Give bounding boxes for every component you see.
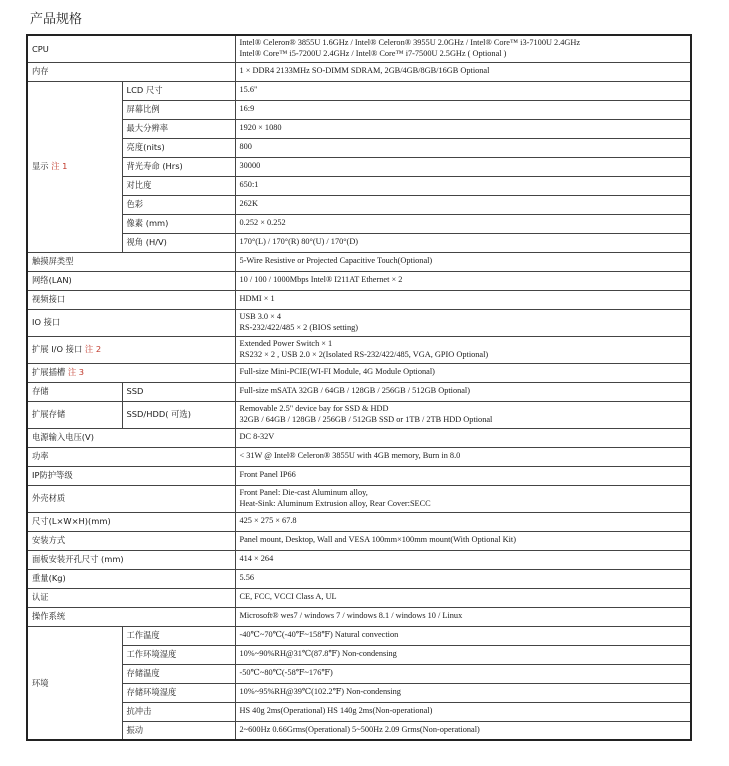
row-weight [27, 569, 691, 588]
size-label: 尺寸(L×W×H)(mm) [27, 512, 235, 531]
display-sub-value: 170°(L) / 170°(R) 80°(U) / 170°(D) [235, 233, 691, 252]
touch-label: 触摸屏类型 [27, 252, 235, 271]
row-env-storage-temp [27, 664, 691, 683]
mount-label: 安装方式 [27, 531, 235, 550]
cpu-value-line2: Intel® Core™ i5-7200U 2.4GHz / Intel® Core™ i7-7500U 2.5GHz ( Optional ) [239, 48, 507, 58]
row-power-input [27, 428, 691, 447]
env-sub-value: 10%~90%RH@31℃(87.8℉) Non-condensing [235, 645, 691, 664]
lan-label: 网络(LAN) [27, 271, 235, 290]
display-sub-label: 对比度 [122, 176, 235, 195]
env-label: 环境 [27, 626, 122, 740]
slot-label [27, 363, 235, 382]
ext-storage-label: 扩展存储 [27, 401, 122, 428]
env-sub-label: 工作温度 [122, 626, 235, 645]
ext-io-note: 注 2 [84, 344, 102, 355]
row-display-ratio [27, 100, 691, 119]
row-os [27, 607, 691, 626]
display-sub-label: 亮度(nits) [122, 138, 235, 157]
row-touch [27, 252, 691, 271]
row-material [27, 485, 691, 512]
row-mount [27, 531, 691, 550]
row-cpu [27, 35, 691, 62]
power-input-value: DC 8-32V [235, 428, 691, 447]
row-io [27, 309, 691, 336]
display-label [27, 81, 122, 252]
ext-io-value-line1: Extended Power Switch × 1 [239, 339, 333, 348]
cutout-value: 414 × 264 [235, 550, 691, 569]
row-ext-io [27, 336, 691, 363]
env-sub-label: 存储温度 [122, 664, 235, 683]
row-display-backlight [27, 157, 691, 176]
weight-label: 重量(Kg) [27, 569, 235, 588]
env-sub-value: -50℃~80℃(-58℉~176℉) [235, 664, 691, 683]
slot-value: Full-size Mini-PCIE(WI-FI Module, 4G Module Optional) [235, 363, 691, 382]
row-display-pixel [27, 214, 691, 233]
weight-value: 5.56 [235, 569, 691, 588]
row-storage [27, 382, 691, 401]
row-slot [27, 363, 691, 382]
power-input-label: 电源输入电压(V) [27, 428, 235, 447]
cpu-label: CPU [27, 35, 235, 62]
power-value: < 31W @ Intel® Celeron® 3855U with 4GB memory, Burn in 8.0 [235, 447, 691, 466]
row-display-color [27, 195, 691, 214]
touch-value: 5-Wire Resistive or Projected Capacitive Touch(Optional) [235, 252, 691, 271]
display-sub-value: 15.6" [235, 81, 691, 100]
display-sub-value: 16:9 [235, 100, 691, 119]
row-display-lcd [27, 81, 691, 100]
material-label: 外壳材质 [27, 485, 235, 512]
ip-label: IP防护等级 [27, 466, 235, 485]
io-value-line2: RS-232/422/485 × 2 (BIOS setting) [239, 322, 359, 332]
cpu-value [235, 35, 691, 62]
ext-io-label-text: 扩展 I/O 接口 [32, 344, 83, 355]
row-cert [27, 588, 691, 607]
video-value: HDMI × 1 [235, 290, 691, 309]
slot-note: 注 3 [67, 367, 85, 378]
row-size [27, 512, 691, 531]
display-sub-label: 屏幕比例 [122, 100, 235, 119]
ext-storage-value-line1: Removable 2.5" device bay for SSD & HDD [239, 404, 389, 413]
ext-io-label [27, 336, 235, 363]
env-sub-value: 2~600Hz 0.66Grms(Operational) 5~500Hz 2.09 Grms(Non-operational) [235, 721, 691, 740]
ext-io-value [235, 336, 691, 363]
env-sub-value: HS 40g 2ms(Operational) HS 140g 2ms(Non-operational) [235, 702, 691, 721]
row-display-contrast [27, 176, 691, 195]
ext-io-value-line2: RS232 × 2 , USB 2.0 × 2(Isolated RS-232/422/485, VGA, GPIO Optional) [239, 349, 489, 359]
display-sub-label: LCD 尺寸 [122, 81, 235, 100]
storage-value: Full-size mSATA 32GB / 64GB / 128GB / 256GB / 512GB Optional) [235, 382, 691, 401]
cert-label: 认证 [27, 588, 235, 607]
cpu-value-line1: Intel® Celeron® 3855U 1.6GHz / Intel® Celeron® 3955U 2.0GHz / Intel® Core™ i3-7100U 2.4GHz [239, 38, 581, 48]
row-display-brightness [27, 138, 691, 157]
row-video [27, 290, 691, 309]
cert-value: CE, FCC, VCCI Class A, UL [235, 588, 691, 607]
material-value-line1: Front Panel: Die-cast Aluminum alloy, [239, 488, 368, 497]
material-value-line2: Heat-Sink: Aluminum Extrusion alloy, Rear Cover:SECC [239, 498, 431, 508]
env-sub-label: 振动 [122, 721, 235, 740]
os-label: 操作系统 [27, 607, 235, 626]
row-display-viewing-angle [27, 233, 691, 252]
ext-storage-sub-label: SSD/HDD( 可选) [122, 401, 235, 428]
lan-value: 10 / 100 / 1000Mbps Intel® I211AT Ethernet × 2 [235, 271, 691, 290]
row-lan [27, 271, 691, 290]
size-value: 425 × 275 × 67.8 [235, 512, 691, 531]
row-env-shock [27, 702, 691, 721]
row-env-op-temp [27, 626, 691, 645]
env-sub-value: 10%~95%RH@39℃(102.2℉) Non-condensing [235, 683, 691, 702]
display-sub-value: 262K [235, 195, 691, 214]
display-sub-value: 650:1 [235, 176, 691, 195]
row-ip [27, 466, 691, 485]
display-sub-label: 色彩 [122, 195, 235, 214]
page-title: 产品规格 [30, 12, 83, 27]
storage-label: 存储 [27, 382, 122, 401]
os-value: Microsoft® wes7 / windows 7 / windows 8.1 / windows 10 / Linux [235, 607, 691, 626]
ext-storage-value [235, 401, 691, 428]
display-sub-label: 背光寿命 (Hrs) [122, 157, 235, 176]
memory-value: 1 × DDR4 2133MHz SO-DIMM SDRAM, 2GB/4GB/8GB/16GB Optional [235, 62, 691, 81]
io-value [235, 309, 691, 336]
display-sub-label: 像素 (mm) [122, 214, 235, 233]
env-sub-label: 存储环境湿度 [122, 683, 235, 702]
env-sub-label: 工作环境湿度 [122, 645, 235, 664]
slot-label-text: 扩展插槽 [32, 367, 66, 378]
env-sub-value: -40℃~70℃(-40℉~158℉) Natural convection [235, 626, 691, 645]
spec-table [26, 34, 692, 741]
io-value-line1: USB 3.0 × 4 [239, 312, 282, 321]
display-sub-value: 1920 × 1080 [235, 119, 691, 138]
storage-sub-label: SSD [122, 382, 235, 401]
ip-value: Front Panel IP66 [235, 466, 691, 485]
io-label: IO 接口 [27, 309, 235, 336]
material-value [235, 485, 691, 512]
env-sub-label: 抗冲击 [122, 702, 235, 721]
display-sub-value: 800 [235, 138, 691, 157]
memory-label: 内存 [27, 62, 235, 81]
row-power [27, 447, 691, 466]
display-note: 注 1 [51, 161, 68, 172]
cutout-label: 面板安装开孔尺寸 (mm) [27, 550, 235, 569]
display-sub-label: 视角 (H/V) [122, 233, 235, 252]
power-label: 功率 [27, 447, 235, 466]
row-display-resolution [27, 119, 691, 138]
display-label-text: 显示 [32, 161, 49, 172]
row-ext-storage [27, 401, 691, 428]
mount-value: Panel mount, Desktop, Wall and VESA 100mm×100mm mount(With Optional Kit) [235, 531, 691, 550]
row-env-op-humidity [27, 645, 691, 664]
ext-storage-value-line2: 32GB / 64GB / 128GB / 256GB / 512GB SSD or 1TB / 2TB HDD Optional [239, 414, 493, 424]
row-env-storage-humidity [27, 683, 691, 702]
display-sub-label: 最大分辨率 [122, 119, 235, 138]
row-memory [27, 62, 691, 81]
display-sub-value: 30000 [235, 157, 691, 176]
row-env-vibration [27, 721, 691, 740]
display-sub-value: 0.252 × 0.252 [235, 214, 691, 233]
video-label: 视频接口 [27, 290, 235, 309]
row-cutout [27, 550, 691, 569]
